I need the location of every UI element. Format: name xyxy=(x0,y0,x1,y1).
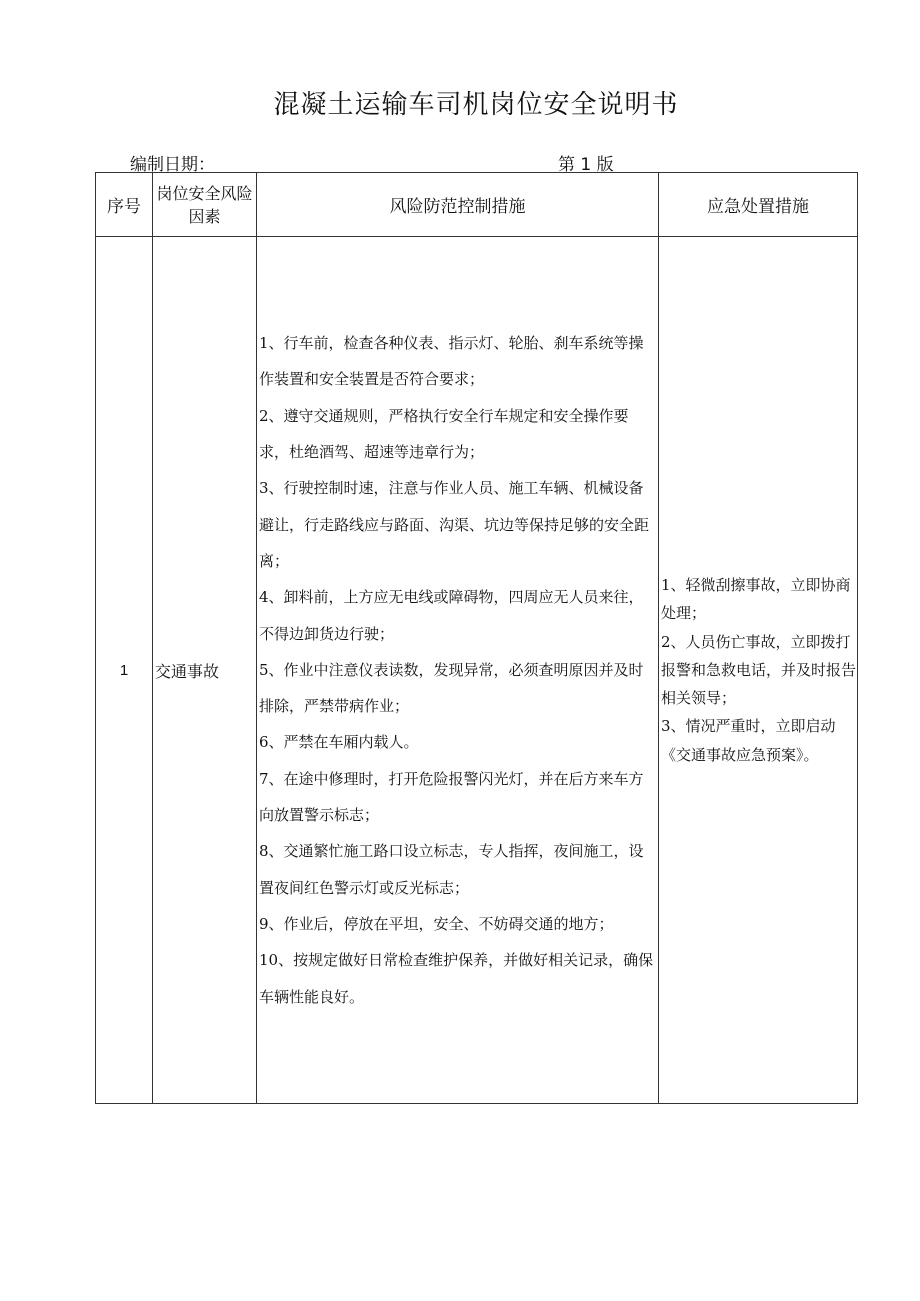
version-label: 第 1 版 xyxy=(558,155,614,175)
measure-item: 3、行驶控制时速，注意与作业人员、施工车辆、机械设备避让，行走路线应与路面、沟渠、坑边等保持足够的安全距离； xyxy=(259,479,650,570)
emergency-item: 1、轻微刮擦事故，立即协商处理； xyxy=(661,575,851,623)
header-factor: 岗位安全风险因素 xyxy=(153,173,257,237)
emergency-item: 3、情况严重时，立即启动《交通事故应急预案》。 xyxy=(661,717,836,764)
table-row xyxy=(96,237,858,1104)
header-row xyxy=(96,173,858,237)
header-measures: 风险防范控制措施 xyxy=(257,173,659,237)
header-no: 序号 xyxy=(96,173,153,237)
document-title: 混凝土运输车司机岗位安全说明书 xyxy=(273,90,679,120)
measure-item: 8、交通繁忙施工路口设立标志，专人指挥，夜间施工，设置夜间红色警示灯或反光标志； xyxy=(259,842,644,897)
measure-item: 9、作业后，停放在平坦，安全、不妨碍交通的地方； xyxy=(259,914,614,933)
measure-item: 10、按规定做好日常检查维护保养，并做好相关记录，确保车辆性能良好。 xyxy=(259,951,654,1006)
measures-list xyxy=(257,325,658,1015)
measure-item: 2、遵守交通规则，严格执行安全行车规定和安全操作要求，杜绝酒驾、超速等违章行为； xyxy=(259,406,629,462)
row-emergency xyxy=(659,237,858,1104)
measure-item: 7、在途中修理时，打开危险报警闪光灯，并在后方来车方向放置警示标志； xyxy=(259,769,644,825)
measure-item: 1、行车前，检查各种仪表、指示灯、轮胎、刹车系统等操作装置和安全装置是否符合要求； xyxy=(259,334,644,389)
row-measures xyxy=(257,237,659,1104)
row-no: 1 xyxy=(96,237,153,1104)
row-factor: 交通事故 xyxy=(153,237,257,1104)
header-emergency: 应急处置措施 xyxy=(659,173,858,237)
measure-item: 6、严禁在车厢内载人。 xyxy=(259,733,419,752)
compiled-date-label: 编制日期： xyxy=(130,155,215,175)
measure-item: 5、作业中注意仪表读数，发现异常，必须查明原因并及时排除，严禁带病作业； xyxy=(259,660,644,716)
measure-item: 4、卸料前，上方应无电线或障碍物，四周应无人员来往，不得边卸货边行驶； xyxy=(259,588,644,643)
emergency-list xyxy=(659,571,857,769)
risk-table xyxy=(95,172,858,1104)
emergency-item: 2、人员伤亡事故，立即拨打报警和急救电话，并及时报告相关领导； xyxy=(661,632,857,708)
